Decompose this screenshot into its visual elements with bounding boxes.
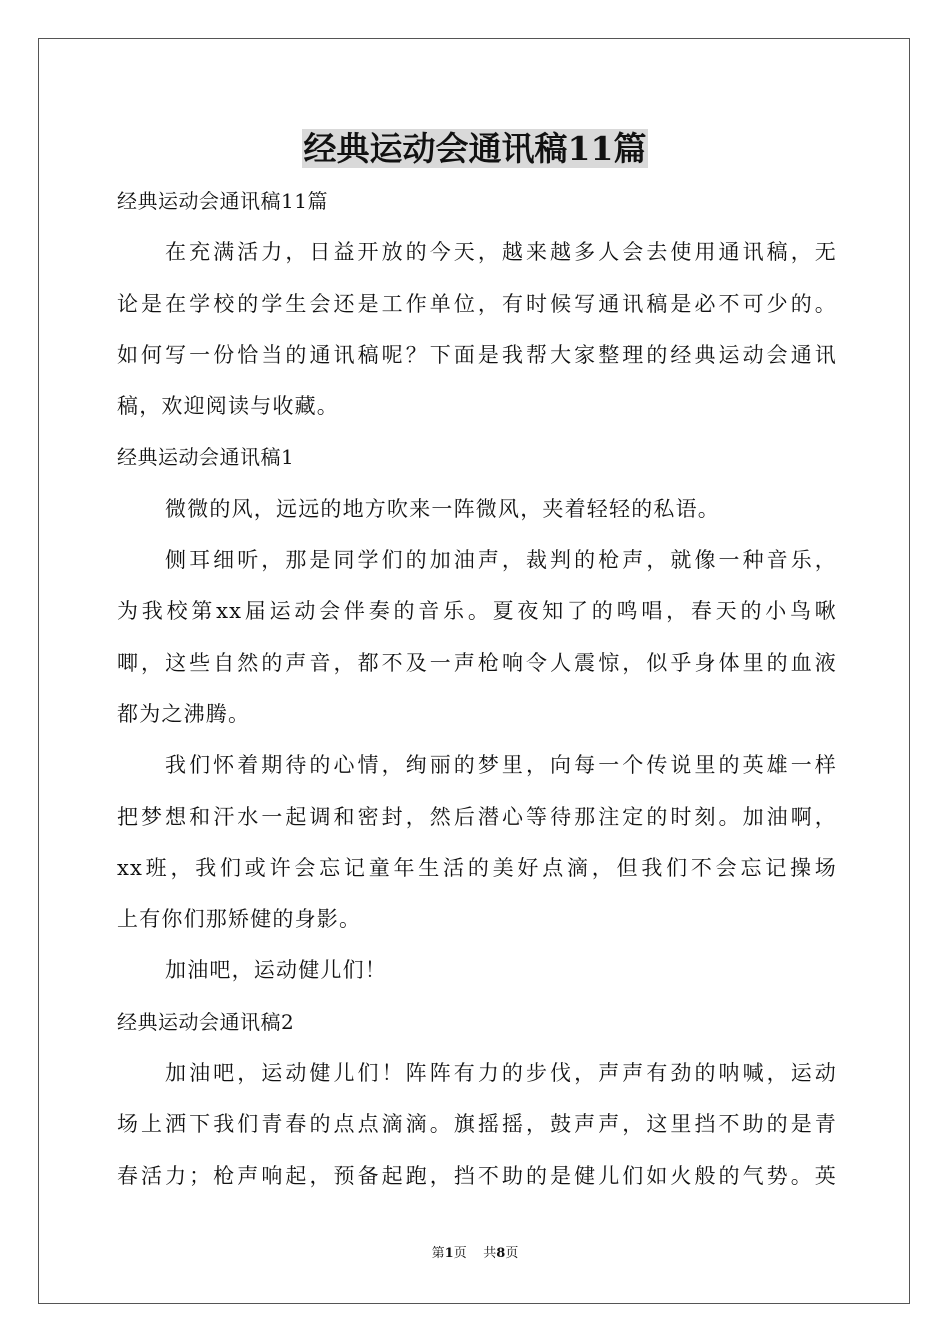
paragraph-line: 侧耳细听，那是同学们的加油声，裁判的枪声，就像一种音乐， [165,548,837,573]
paragraph-line: 如何写一份恰当的通讯稿呢？下面是我帮大家整理的经典运动会通讯 [117,342,837,367]
paragraph-line: 把梦想和汗水一起调和密封，然后潜心等待那注定的时刻。加油啊， [117,804,837,829]
page-footer [0,1244,950,1264]
paragraph-line: 场上洒下我们青春的点点滴滴。旗摇摇，鼓声声，这里挡不助的是青 [117,1112,837,1137]
paragraph-line: 稿，欢迎阅读与收藏。 [117,394,339,419]
paragraph-line: 春活力；枪声响起，预备起跑，挡不助的是健儿们如火般的气势。英 [117,1163,837,1188]
paragraph-line: 加油吧，运动健儿们！ [165,958,387,983]
document-title-text: 经典运动会通讯稿11篇 [303,129,647,168]
footer-page-number: 1 [444,1246,454,1261]
paragraph-line: xx班，我们或许会忘记童年生活的美好点滴，但我们不会忘记操场 [117,855,837,880]
paragraph-line: 在充满活力，日益开放的今天，越来越多人会去使用通讯稿，无 [165,240,837,265]
footer-total-prefix: 共 [483,1246,497,1261]
paragraph-line: 都为之沸腾。 [117,701,251,726]
section-heading: 经典运动会通讯稿11篇 [117,189,328,213]
footer-total-number: 8 [496,1246,506,1261]
footer-page-suffix: 页 [453,1246,467,1261]
paragraph-line: 上有你们那矫健的身影。 [117,907,362,932]
paragraph-line: 我们怀着期待的心情，绚丽的梦里，向每一个传说里的英雄一样 [165,753,837,778]
paragraph-line: 论是在学校的学生会还是工作单位，有时候写通讯稿是必不可少的。 [117,291,837,316]
document-body [117,176,837,1202]
paragraph-line: 为我校第xx届运动会伴奏的音乐。夏夜知了的鸣唱，春天的小鸟啾 [117,599,837,624]
footer-total-suffix: 页 [505,1246,519,1261]
paragraph-line: 微微的风，远远的地方吹来一阵微风，夹着轻轻的私语。 [165,496,720,521]
document-title [0,124,950,174]
footer-page-prefix: 第 [431,1246,445,1261]
paragraph-line: 唧，这些自然的声音，都不及一声枪响令人震惊，似乎身体里的血液 [117,650,837,675]
paragraph-line: 加油吧，运动健儿们！阵阵有力的步伐，声声有劲的呐喊，运动 [165,1061,837,1086]
section-heading: 经典运动会通讯稿1 [117,445,295,470]
section-heading: 经典运动会通讯稿2 [117,1009,295,1034]
